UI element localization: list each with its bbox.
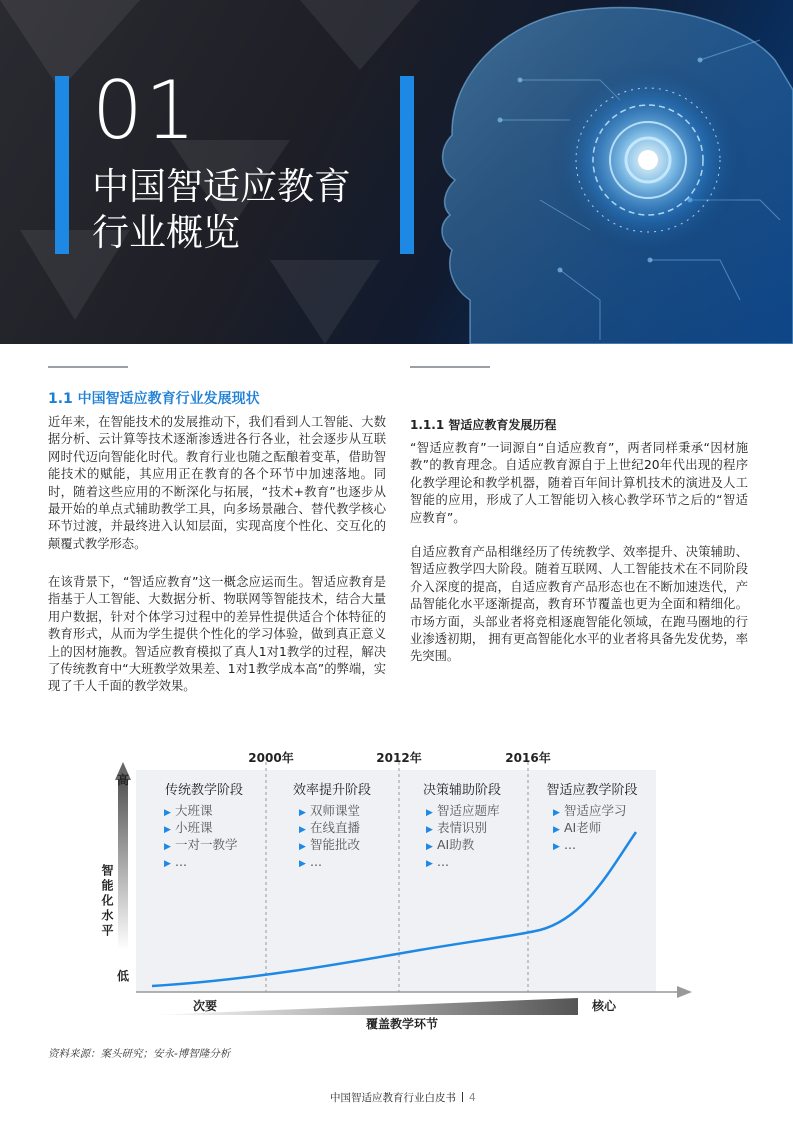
page-footer bbox=[330, 1090, 476, 1105]
bullet-icon: ▶ bbox=[426, 825, 433, 835]
stage-item: 大班课 bbox=[175, 803, 213, 818]
bullet-icon: ▶ bbox=[164, 825, 171, 835]
bullet-icon: ▶ bbox=[299, 808, 306, 818]
bullet-icon: ▶ bbox=[299, 842, 306, 852]
stage-item: AI老师 bbox=[564, 820, 602, 835]
bullet-icon: ▶ bbox=[426, 859, 433, 869]
bullet-icon: ▶ bbox=[164, 842, 171, 852]
bullet-icon: ▶ bbox=[426, 808, 433, 818]
footer-divider bbox=[462, 1092, 463, 1102]
stage-title-2: 效率提升阶段 bbox=[292, 783, 372, 798]
stage-item: 小班课 bbox=[175, 820, 213, 835]
development-stage-chart bbox=[0, 740, 793, 1040]
paragraph-1: 近年来，在智能技术的发展推动下，我们看到人工智能、大数据分析、云计算等技术逐渐渗透进各行各业，社会逐步从互联网时代迈向智能化时代。教育行业也随之酝酿着变革，借助智能技术的赋能，其应用正在教育的各个环节中加速落地。同时，随着这些应用的不断深化与拓展，“技术+教育”也逐步从最开始的单点式辅助教学工具，向多场景融合、替代教学核心环节过渡，并最终进入认知层面，实现高度个性化、交互化的颠覆式教学形态。 bbox=[48, 415, 386, 551]
stage-item: 一对一教学 bbox=[175, 837, 238, 852]
year-label-2000: 2000年 bbox=[248, 751, 294, 765]
y-high-label: 高 bbox=[116, 773, 130, 787]
section-heading: 1.1 中国智适应教育行业发展现状 bbox=[48, 391, 260, 407]
bullet-icon: ▶ bbox=[553, 825, 560, 835]
bullet-icon: ▶ bbox=[299, 825, 306, 835]
bullet-icon: ▶ bbox=[164, 808, 171, 818]
source-note: 资料来源：案头研究；安永-博智隆分析 bbox=[48, 1048, 231, 1060]
divider-left bbox=[48, 366, 128, 368]
x-low-label: 次要 bbox=[192, 999, 218, 1013]
subsection-heading: 1.1.1 智适应教育发展历程 bbox=[410, 418, 557, 432]
page-number: 4 bbox=[469, 1092, 476, 1104]
bullet-icon: ▶ bbox=[553, 808, 560, 818]
year-label-2016: 2016年 bbox=[505, 751, 551, 765]
stage-item: 智适应学习 bbox=[564, 803, 627, 818]
y-arrow-bar bbox=[118, 780, 128, 950]
stage-item: 双师课堂 bbox=[310, 803, 361, 818]
bullet-icon: ▶ bbox=[164, 859, 171, 869]
accent-bar-left bbox=[55, 76, 69, 254]
stage-title-1: 传统教学阶段 bbox=[164, 783, 244, 798]
paragraph-4: 自适应教育产品相继经历了传统教学、效率提升、决策辅助、智适应教学四大阶段。随着互联网、人工智能技术在不同阶段介入深度的提高，自适应教育产品形态也在不断加速迭代，产品智能化水平逐渐提高，教育环节覆盖也更为全面和精细化。市场方面，头部业者将竞相逐鹿智能化领域，在跑马圈地的行业渗透初期， 拥有更高智能化水平的业者将具备先发优势，率先突围。 bbox=[410, 545, 748, 664]
chapter-title bbox=[92, 164, 392, 256]
stage-item: 智适应题库 bbox=[437, 803, 500, 818]
y-axis-label: 智能化水平 bbox=[100, 864, 114, 939]
paragraph-3: “智适应教育”一词源自“自适应教育”，两者同样秉承“因材施教”的教育理念。自适应教育源自于上世纪20年代出现的程序化教学理论和教学机器，随着百年间计算机技术的演进及人工智能的应用，形成了人工智能切入核心教学环节之后的“智适应教育”。 bbox=[410, 441, 748, 525]
hero-banner bbox=[0, 0, 793, 344]
bullet-icon: ▶ bbox=[426, 842, 433, 852]
year-label-2012: 2012年 bbox=[376, 751, 422, 765]
stage-title-3: 决策辅助阶段 bbox=[422, 783, 502, 798]
paragraph-2: 在该背景下，“智适应教育”这一概念应运而生。智适应教育是指基于人工智能、大数据分析、物联网等智能技术，结合大量用户数据，针对个体学习过程中的差异性提供适合个体特征的教育形式，从而为学生提供个性化的学习体验，做到真正意义上的因材施教。智适应教育模拟了真人1对1教学的过程，解决了传统教育中“大班教学效果差、1对1教学成本高”的弊端，实现了千人千面的教学效果。 bbox=[48, 575, 386, 694]
stage-title-4: 智适应教学阶段 bbox=[546, 783, 638, 798]
footer-title: 中国智适应教育行业白皮书 bbox=[330, 1092, 456, 1104]
stage-item: ... bbox=[564, 837, 576, 852]
accent-bar-right bbox=[400, 76, 414, 254]
stage-item: ... bbox=[175, 854, 187, 869]
x-arrow-head bbox=[677, 986, 692, 998]
x-axis-label: 覆盖教学环节 bbox=[365, 1017, 439, 1031]
stage-item: 表情识别 bbox=[437, 820, 488, 835]
y-low-label: 低 bbox=[116, 969, 130, 983]
chapter-title-line1: 中国智适应教育 bbox=[92, 165, 351, 208]
x-high-label: 核心 bbox=[591, 999, 617, 1013]
chapter-title-line2: 行业概览 bbox=[92, 211, 240, 254]
stage-item: 在线直播 bbox=[310, 820, 361, 835]
stage-item: 智能批改 bbox=[310, 837, 361, 852]
bullet-icon: ▶ bbox=[553, 842, 560, 852]
stage-item: ... bbox=[310, 854, 322, 869]
divider-right bbox=[410, 366, 490, 368]
stage-item: AI助教 bbox=[437, 837, 475, 852]
stage-item: ... bbox=[437, 854, 449, 869]
chapter-number: 01 bbox=[92, 64, 198, 157]
bullet-icon: ▶ bbox=[299, 859, 306, 869]
